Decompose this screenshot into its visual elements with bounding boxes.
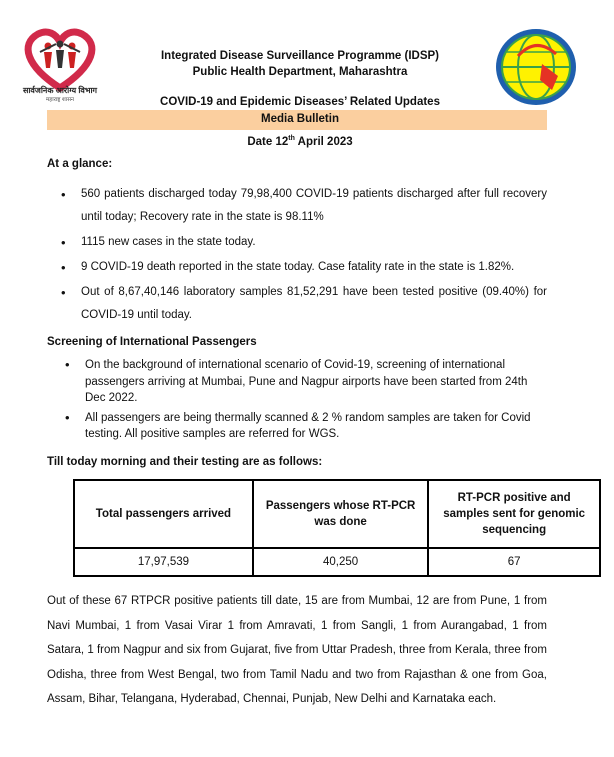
programme-title: Integrated Disease Surveillance Programme (IDSP) <box>160 50 440 62</box>
logo-tagline: महाराष्ट्र शासन <box>46 97 74 103</box>
table-row <box>74 548 600 576</box>
screening-heading: Screening of International Passengers <box>47 336 257 348</box>
date-suffix-ordinal: th <box>288 135 295 142</box>
department-title: Public Health Department, Maharashtra <box>192 66 408 78</box>
table-header-row <box>74 480 600 548</box>
at-a-glance-heading: At a glance: <box>47 158 113 170</box>
date-month-year: April 2023 <box>294 135 353 148</box>
screening-list <box>47 357 547 446</box>
table-cell: 40,250 <box>253 548 428 576</box>
list-item: • 560 patients discharged today 79,98,400 COVID-19 patients discharged after full recovery until today; Recovery rate in the state is 98.11% <box>47 183 547 229</box>
list-item: • On the background of international scenario of Covid-19, screening of international passengers arriving at Mumbai, Pune and Nagpur airports have been started from 24th Dec 2022. <box>47 357 547 407</box>
positive-patients-paragraph: Out of these 67 RTPCR positive patients till date, 15 are from Mumbai, 12 are from Pune, 1 from Navi Mumbai, 1 from Vasai Virar 1 from Amravati, 1 from Sangli, 1 from Aurangabad, 1 from Satara, 1 from Nagpur and six from Gujarat, five from Uttar Pradesh, three from Kerala, three from Odisha, three from West Bengal, two from Tamil Nadu and two from Rajasthan & one from Goa, Assam, Bihar, Telangana, Hyderabad, Chennai, Punjab, New Delhi and Karnataka each. <box>47 595 547 705</box>
list-item: • Out of 8,67,40,146 laboratory samples 81,52,291 have been tested positive (09.40%) for COVID-19 until today. <box>47 281 547 327</box>
testing-heading: Till today morning and their testing are as follows: <box>47 456 323 468</box>
public-health-department-logo <box>14 22 106 102</box>
table-cell: 17,97,539 <box>74 548 253 576</box>
idsp-logo <box>490 26 582 108</box>
media-bulletin-label: Media Bulletin <box>261 113 339 125</box>
passenger-testing-table <box>73 479 601 577</box>
list-item: • All passengers are being thermally scanned & 2 % random samples are taken for Covid testing. All positive samples are referred for WGS. <box>47 410 547 443</box>
logo-caption: सार्वजनिक आरोग्य विभाग <box>22 86 98 95</box>
table-cell: 67 <box>428 548 600 576</box>
updates-title: COVID-19 and Epidemic Diseases’ Related Updates <box>160 96 440 108</box>
date-prefix: Date 12 <box>247 135 289 148</box>
bulletin-date <box>110 135 490 148</box>
column-header: RT-PCR positive and samples sent for genomic sequencing <box>428 480 600 548</box>
column-header: Total passengers arrived <box>74 480 253 548</box>
list-item: • 9 COVID-19 death reported in the state today. Case fatality rate in the state is 1.82%. <box>47 256 547 279</box>
at-a-glance-list <box>47 183 547 329</box>
column-header: Passengers whose RT-PCR was done <box>253 480 428 548</box>
list-item: • 1115 new cases in the state today. <box>47 231 547 254</box>
